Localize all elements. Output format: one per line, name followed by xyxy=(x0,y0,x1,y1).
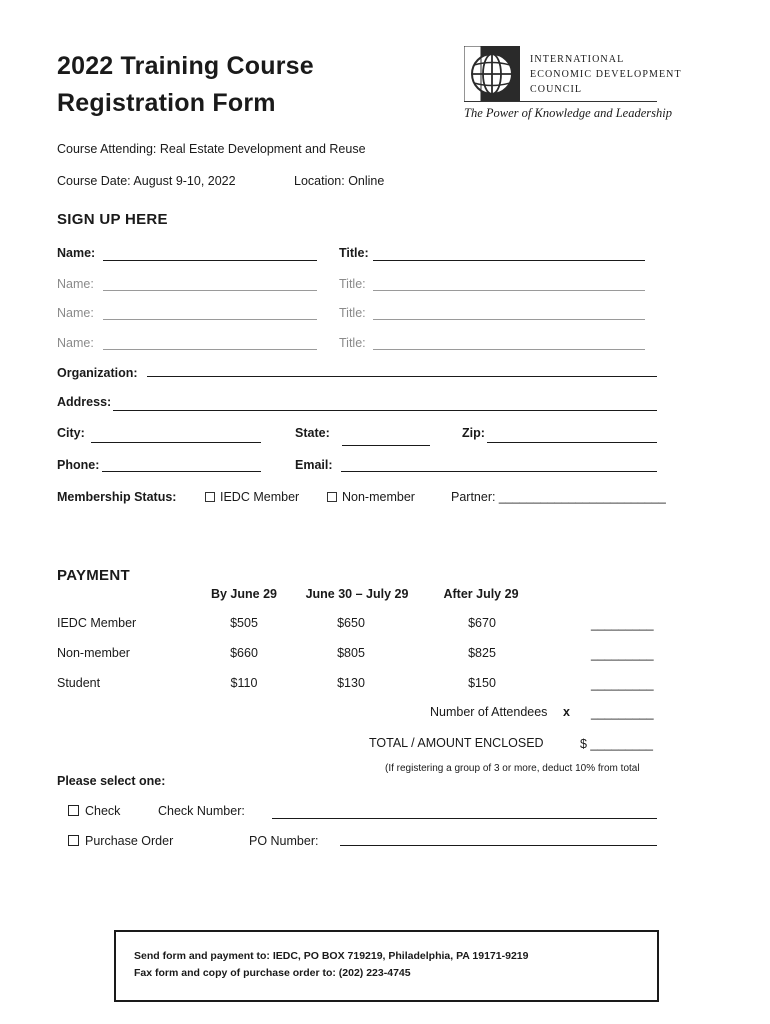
check-number-label: Check Number: xyxy=(158,804,245,818)
attendees-label: Number of Attendees xyxy=(430,705,548,719)
attendees-field[interactable]: _________ xyxy=(591,706,654,720)
send-to-box xyxy=(114,930,659,1002)
name-label-4: Name: xyxy=(57,336,94,350)
membership-label: Membership Status: xyxy=(57,490,177,504)
membership-option-iedc[interactable]: IEDC Member xyxy=(205,490,299,504)
globe-logo-icon xyxy=(464,46,520,102)
city-label: City: xyxy=(57,426,85,440)
price-cell: $805 xyxy=(337,646,365,660)
price-row-label-nonmember: Non-member xyxy=(57,646,130,660)
signup-heading: SIGN UP HERE xyxy=(57,211,168,228)
page-title-line1: 2022 Training Course xyxy=(57,52,314,80)
price-cell: $130 xyxy=(337,676,365,690)
payment-heading: PAYMENT xyxy=(57,567,130,584)
zip-label: Zip: xyxy=(462,426,485,440)
price-cell: $660 xyxy=(230,646,258,660)
price-col-1: By June 29 xyxy=(210,587,277,601)
state-field[interactable] xyxy=(342,445,430,446)
organization-field[interactable] xyxy=(147,376,657,377)
name-label-3: Name: xyxy=(57,306,94,320)
page-title-line2: Registration Form xyxy=(57,89,276,117)
email-field[interactable] xyxy=(341,471,657,472)
fax-instructions: Fax form and copy of purchase order to: (202) 223-4745 xyxy=(134,967,411,979)
logo-text-2: ECONOMIC DEVELOPMENT xyxy=(530,69,682,80)
amount-field-nonmember[interactable]: _________ xyxy=(591,647,654,661)
group-discount-note: (If registering a group of 3 or more, deduct 10% from total xyxy=(385,763,640,774)
course-location: Location: Online xyxy=(294,174,385,188)
logo-text-1: INTERNATIONAL xyxy=(530,54,625,65)
title-label-3: Title: xyxy=(339,306,366,320)
title-label-2: Title: xyxy=(339,277,366,291)
checkbox-icon[interactable] xyxy=(68,835,79,846)
name-label-2: Name: xyxy=(57,277,94,291)
membership-option-nonmember[interactable]: Non-member xyxy=(327,490,415,504)
address-field[interactable] xyxy=(113,410,657,411)
price-cell: $150 xyxy=(468,676,496,690)
name-field-3[interactable] xyxy=(103,319,317,320)
price-row-label-iedc: IEDC Member xyxy=(57,616,137,630)
city-field[interactable] xyxy=(91,442,261,443)
price-cell: $670 xyxy=(468,616,496,630)
checkbox-icon[interactable] xyxy=(327,492,337,502)
phone-label: Phone: xyxy=(57,458,100,472)
mailing-address: Send form and payment to: IEDC, PO BOX 719219, Philadelphia, PA 19171-9219 xyxy=(134,950,529,962)
partner-field[interactable]: Partner: ________________________ xyxy=(451,490,666,504)
amount-field-iedc[interactable]: _________ xyxy=(591,617,654,631)
total-field[interactable]: $ _________ xyxy=(580,737,653,751)
name-label-1: Name: xyxy=(57,246,96,260)
amount-field-student[interactable]: _________ xyxy=(591,677,654,691)
name-field-1[interactable] xyxy=(103,260,317,261)
logo-tagline: The Power of Knowledge and Leadership xyxy=(464,106,672,120)
po-number-label: PO Number: xyxy=(249,834,319,848)
price-cell: $110 xyxy=(230,676,258,690)
price-cell: $825 xyxy=(468,646,496,660)
email-label: Email: xyxy=(295,458,333,472)
price-col-3: After July 29 xyxy=(443,587,519,601)
title-field-4[interactable] xyxy=(373,349,645,350)
logo-text-3: COUNCIL xyxy=(530,84,583,95)
organization-label: Organization: xyxy=(57,366,138,380)
purchase-order-option[interactable]: Purchase Order xyxy=(68,834,173,848)
price-row-label-student: Student xyxy=(57,676,101,690)
zip-field[interactable] xyxy=(487,442,657,443)
check-number-field[interactable] xyxy=(272,818,657,819)
title-label-4: Title: xyxy=(339,336,366,350)
course-attending: Course Attending: Real Estate Development and Reuse xyxy=(57,142,366,156)
price-cell: $650 xyxy=(337,616,365,630)
title-field-2[interactable] xyxy=(373,290,645,291)
price-cell: $505 xyxy=(230,616,258,630)
phone-field[interactable] xyxy=(102,471,261,472)
select-one-label: Please select one: xyxy=(57,774,166,788)
check-option[interactable]: Check xyxy=(68,804,120,818)
title-field-3[interactable] xyxy=(373,319,645,320)
title-label-1: Title: xyxy=(339,246,369,260)
state-label: State: xyxy=(295,426,330,440)
address-label: Address: xyxy=(57,395,112,409)
name-field-4[interactable] xyxy=(103,349,317,350)
multiply-sign: x xyxy=(563,705,570,719)
checkbox-icon[interactable] xyxy=(205,492,215,502)
price-col-2: June 30 – July 29 xyxy=(305,587,409,601)
title-field-1[interactable] xyxy=(373,260,645,261)
course-date: Course Date: August 9-10, 2022 xyxy=(57,174,236,188)
po-number-field[interactable] xyxy=(340,845,657,846)
total-label: TOTAL / AMOUNT ENCLOSED xyxy=(369,736,544,750)
name-field-2[interactable] xyxy=(103,290,317,291)
checkbox-icon[interactable] xyxy=(68,805,79,816)
logo-divider xyxy=(464,101,657,102)
